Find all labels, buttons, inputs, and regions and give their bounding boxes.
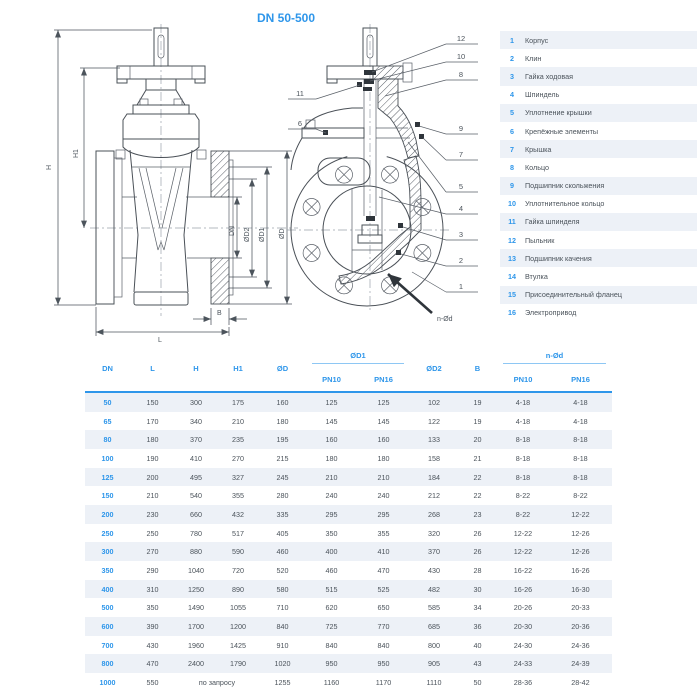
cell-h1: 1790 (230, 659, 246, 669)
cell-od1-pn10: 1160 (323, 677, 340, 687)
cell-h: 1960 (188, 640, 204, 650)
table-row (85, 580, 612, 599)
cell-nod-pn16: 24-36 (571, 640, 590, 650)
cell-dn: 65 (103, 416, 112, 426)
cell-b: 28 (473, 565, 482, 575)
parts-list-item (500, 31, 697, 49)
cell-od2: 102 (428, 397, 440, 407)
col-header-b: B (474, 363, 481, 373)
cell-b: 22 (473, 472, 482, 482)
dim-label-H: H (46, 164, 53, 170)
cell-dn: 50 (103, 397, 112, 407)
part-number: 8 (510, 162, 514, 172)
callout-10: 10 (456, 52, 466, 61)
parts-list-item (500, 140, 697, 158)
cell-nod-pn16: 16-26 (571, 565, 590, 575)
table-row (85, 636, 612, 655)
callout-11: 11 (296, 89, 304, 98)
cell-od1-pn10: 950 (325, 659, 338, 669)
cell-nod-pn16: 12-26 (571, 547, 590, 557)
cell-l: 310 (146, 584, 159, 594)
cell-b: 40 (473, 640, 482, 650)
cell-h: 410 (190, 453, 202, 463)
cell-nod-pn10: 28-36 (513, 677, 533, 687)
cell-od: 195 (276, 435, 289, 445)
dim-label-L: L (158, 337, 162, 344)
cell-h1: 270 (232, 453, 244, 463)
cell-nod-pn10: 16-22 (513, 565, 533, 575)
cell-od1-pn16: 145 (377, 416, 390, 426)
cell-od: 840 (276, 621, 289, 631)
part-number: 14 (508, 272, 516, 282)
parts-list-item (500, 231, 697, 249)
table-row (85, 505, 612, 524)
cell-dn: 100 (101, 453, 114, 463)
cell-nod-pn16: 16-30 (571, 584, 590, 594)
cell-nod-pn10: 8-18 (515, 472, 531, 482)
cell-dn: 300 (101, 547, 114, 557)
cell-nod-pn10: 16-26 (513, 584, 533, 594)
part-number: 10 (508, 199, 516, 209)
parts-list-item (500, 286, 697, 304)
cell-nod-pn16: 8-18 (573, 472, 588, 482)
cell-l: 350 (146, 603, 159, 613)
part-label: Гайка ходовая (525, 71, 573, 81)
cell-h: 340 (190, 416, 202, 426)
cell-h: 780 (190, 528, 202, 538)
part-number: 15 (508, 290, 516, 300)
cell-nod-pn16: 8-18 (573, 435, 588, 445)
cell-b: 21 (473, 453, 482, 463)
cell-h: 495 (190, 472, 202, 482)
table-row (85, 654, 612, 673)
cell-od: 710 (276, 603, 289, 613)
cell-od1-pn16: 160 (377, 435, 390, 445)
cell-l: 210 (146, 491, 159, 501)
cell-od2: 1110 (426, 677, 442, 687)
table-row (85, 430, 612, 449)
cell-b: 22 (473, 491, 482, 501)
cell-od1-pn10: 160 (325, 435, 338, 445)
part-number: 4 (510, 90, 514, 100)
cell-b: 43 (473, 659, 482, 669)
cell-h1: 175 (232, 397, 244, 407)
cell-od1-pn10: 400 (325, 547, 338, 557)
cell-nod-pn16: 8-22 (573, 491, 588, 501)
cell-l: 290 (146, 565, 159, 575)
table-row (85, 673, 612, 692)
cell-od2: 585 (428, 603, 440, 613)
callout-1: 1 (458, 282, 464, 291)
cell-od1-pn10: 350 (325, 528, 338, 538)
cell-h: 2400 (188, 659, 204, 669)
callout-6: 6 (297, 119, 303, 128)
cell-b: 19 (473, 416, 482, 426)
cell-od1-pn10: 620 (325, 603, 338, 613)
cell-od: 180 (276, 416, 289, 426)
dim-label-B: B (217, 310, 222, 317)
cell-h: 300 (190, 397, 202, 407)
cell-od1-pn10: 210 (325, 472, 338, 482)
cell-od2: 482 (428, 584, 440, 594)
cell-od2: 905 (428, 659, 440, 669)
cell-od1-pn16: 1170 (375, 677, 392, 687)
cell-od: 280 (276, 491, 289, 501)
cell-nod-pn16: 24-39 (571, 659, 590, 669)
cell-od1-pn10: 125 (325, 397, 338, 407)
cell-od1-pn10: 725 (325, 621, 338, 631)
cell-l: 200 (146, 472, 159, 482)
cell-nod-pn10: 8-22 (515, 491, 531, 501)
cell-dn: 150 (101, 491, 114, 501)
cell-od1-pn16: 770 (377, 621, 390, 631)
callout-3: 3 (458, 230, 464, 239)
cell-od2: 184 (428, 472, 440, 482)
cell-h1: 327 (232, 472, 244, 482)
cell-l: 170 (146, 416, 159, 426)
cell-h1: 590 (232, 547, 244, 557)
part-label: Гайка шпинделя (525, 217, 580, 227)
cell-h: 370 (190, 435, 202, 445)
cell-nod-pn16: 20-36 (571, 621, 590, 631)
callout-5: 5 (458, 182, 464, 191)
parts-list-item (500, 122, 697, 140)
cell-od: 405 (276, 528, 289, 538)
cell-l: 430 (146, 640, 159, 650)
table-row (85, 468, 612, 487)
cell-l: 270 (146, 547, 159, 557)
parts-list-item (500, 177, 697, 195)
table-row (85, 598, 612, 617)
cell-nod-pn16: 4-18 (573, 397, 588, 407)
part-number: 13 (508, 253, 516, 263)
col-group-od1: ØD1 (312, 349, 404, 364)
cell-nod-pn16: 12-22 (571, 509, 590, 519)
cell-nod-pn10: 8-22 (515, 509, 531, 519)
col-header-od: ØD (276, 363, 289, 373)
cell-b: 19 (473, 397, 482, 407)
cell-b: 20 (473, 435, 482, 445)
cell-h1: 355 (232, 491, 244, 501)
cell-l: 470 (146, 659, 159, 669)
cell-b: 26 (473, 547, 482, 557)
col-header-h1: H1 (233, 363, 243, 373)
cell-dn: 350 (101, 565, 114, 575)
part-number: 9 (510, 181, 514, 191)
drawing-title: DN 50-500 (256, 11, 316, 25)
cell-nod-pn10: 8-18 (515, 453, 531, 463)
cell-h: 660 (190, 509, 202, 519)
callout-9: 9 (458, 124, 464, 133)
cell-h1: 1425 (230, 640, 246, 650)
dim-label-OD2: ØD2 (244, 227, 251, 242)
part-number: 7 (510, 144, 514, 154)
part-label: Корпус (525, 35, 549, 45)
col-header-od2: ØD2 (426, 363, 442, 373)
part-label: Кольцо (525, 162, 549, 172)
cell-od: 1255 (274, 677, 291, 687)
cell-od: 520 (276, 565, 289, 575)
col-group-n-od: n-Ød (503, 349, 606, 364)
cell-h1: 720 (232, 565, 244, 575)
cell-h: 880 (190, 547, 202, 557)
cell-od: 460 (276, 547, 289, 557)
part-number: 12 (508, 235, 516, 245)
cell-h: 1040 (188, 565, 204, 575)
cell-l: 150 (146, 397, 159, 407)
cell-od2: 268 (428, 509, 440, 519)
cell-od1-pn10: 145 (325, 416, 338, 426)
table-row (85, 617, 612, 636)
cell-h1: 517 (232, 528, 244, 538)
cell-dn: 200 (101, 509, 114, 519)
callout-4: 4 (458, 204, 464, 213)
cell-od1-pn16: 180 (377, 453, 390, 463)
part-number: 3 (510, 71, 514, 81)
cell-od2: 158 (428, 453, 440, 463)
col-header-od1-pn10: PN10 (322, 374, 341, 384)
part-label: Электропривод (525, 308, 577, 318)
cell-od1-pn10: 295 (325, 509, 338, 519)
part-label: Подшипник качения (525, 253, 592, 263)
cell-h: по запросу (198, 677, 236, 687)
callout-12: 12 (456, 34, 466, 43)
parts-list-item (500, 104, 697, 122)
cell-l: 190 (146, 453, 159, 463)
part-number: 6 (510, 126, 514, 136)
table-row (85, 542, 612, 561)
parts-list-item (500, 86, 697, 104)
col-header-nod-pn10: PN10 (513, 374, 533, 384)
cell-nod-pn10: 8-18 (515, 435, 531, 445)
dim-label-DN: DN (229, 225, 236, 236)
table-row (85, 412, 612, 431)
cell-b: 30 (473, 584, 482, 594)
parts-list-item (500, 304, 697, 322)
cell-nod-pn10: 20-26 (513, 603, 533, 613)
table-row (85, 449, 612, 468)
parts-list-item (500, 49, 697, 67)
table-row (85, 393, 612, 412)
cell-od: 160 (276, 397, 289, 407)
cell-dn: 500 (101, 603, 114, 613)
cell-dn: 80 (103, 435, 112, 445)
cell-dn: 250 (101, 528, 114, 538)
cell-od1-pn10: 180 (325, 453, 338, 463)
cell-od1-pn10: 460 (325, 565, 338, 575)
parts-list-item (500, 267, 697, 285)
cell-od1-pn16: 355 (377, 528, 390, 538)
cell-nod-pn10: 4-18 (515, 397, 531, 407)
cell-od: 215 (276, 453, 289, 463)
cell-h: 1700 (188, 621, 204, 631)
cell-nod-pn10: 4-18 (515, 416, 531, 426)
valve-elevation-view (46, 24, 298, 344)
cell-od1-pn16: 295 (377, 509, 390, 519)
cell-dn: 700 (101, 640, 114, 650)
part-number: 11 (508, 217, 516, 227)
cell-od1-pn16: 840 (377, 640, 390, 650)
cell-od2: 430 (428, 565, 440, 575)
cell-nod-pn16: 28-42 (571, 677, 590, 687)
cell-h1: 210 (232, 416, 244, 426)
cell-od1-pn10: 515 (325, 584, 338, 594)
parts-list-item (500, 249, 697, 267)
cell-od2: 370 (428, 547, 440, 557)
cell-dn: 600 (101, 621, 114, 631)
parts-list-item (500, 67, 697, 85)
parts-list-item (500, 158, 697, 176)
cell-od1-pn16: 240 (377, 491, 390, 501)
cell-l: 180 (146, 435, 159, 445)
cell-nod-pn16: 12-26 (571, 528, 590, 538)
part-label: Клин (525, 53, 542, 63)
cell-od2: 320 (428, 528, 440, 538)
cell-od1-pn16: 210 (377, 472, 390, 482)
cell-nod-pn10: 24-30 (513, 640, 533, 650)
cell-od1-pn10: 240 (325, 491, 338, 501)
cell-od: 910 (276, 640, 289, 650)
part-label: Втулка (525, 272, 548, 282)
callout-2: 2 (458, 256, 464, 265)
cell-od1-pn16: 950 (377, 659, 390, 669)
cell-b: 23 (473, 509, 482, 519)
part-label: Крепёжные элементы (525, 126, 599, 136)
cell-nod-pn16: 20-33 (571, 603, 590, 613)
cell-dn: 800 (101, 659, 114, 669)
cell-h1: 1200 (230, 621, 246, 631)
table-row (85, 561, 612, 580)
cell-h: 1250 (188, 584, 204, 594)
cell-h: 540 (190, 491, 202, 501)
cell-od1-pn16: 650 (377, 603, 390, 613)
cell-od2: 122 (428, 416, 440, 426)
cell-h: 1490 (188, 603, 204, 613)
cell-od2: 212 (428, 491, 440, 501)
cell-od1-pn16: 125 (377, 397, 390, 407)
cell-h1: 1055 (230, 603, 246, 613)
cell-od: 335 (276, 509, 289, 519)
valve-section-view (287, 24, 478, 323)
cell-nod-pn10: 20-30 (513, 621, 533, 631)
part-number: 5 (510, 108, 514, 118)
dim-label-OD1: ØD1 (259, 227, 266, 242)
cell-dn: 400 (101, 584, 114, 594)
cell-od1-pn16: 410 (377, 547, 390, 557)
table-row (85, 486, 612, 505)
callout-8: 8 (458, 70, 464, 79)
cell-l: 390 (146, 621, 159, 631)
part-label: Уплотнение крышки (525, 108, 592, 118)
cell-od2: 800 (428, 640, 440, 650)
cell-od2: 685 (428, 621, 440, 631)
col-header-h: H (193, 363, 199, 373)
part-number: 1 (510, 35, 514, 45)
table-row (85, 524, 612, 543)
cell-nod-pn10: 12-22 (513, 547, 533, 557)
dimension-table-body (85, 393, 612, 692)
parts-list-item (500, 195, 697, 213)
cell-od1-pn16: 525 (377, 584, 390, 594)
callout-7: 7 (458, 150, 464, 159)
cell-dn: 1000 (99, 677, 116, 687)
dim-label-n-od: n-Ød (437, 316, 453, 323)
part-number: 2 (510, 53, 514, 63)
cell-h1: 890 (232, 584, 244, 594)
part-label: Уплотнительное кольцо (525, 199, 605, 209)
cell-od1-pn10: 840 (325, 640, 338, 650)
part-number: 16 (508, 308, 516, 318)
cell-dn: 125 (101, 472, 114, 482)
cell-od1-pn16: 470 (377, 565, 390, 575)
col-header-od1-pn16: PN16 (374, 374, 393, 384)
parts-list-item (500, 213, 697, 231)
cell-b: 50 (473, 677, 482, 687)
col-header-l: L (150, 363, 155, 373)
col-header-nod-pn16: PN16 (571, 374, 590, 384)
cell-h1: 432 (232, 509, 244, 519)
cell-b: 36 (473, 621, 482, 631)
dimension-table-header (85, 345, 612, 393)
part-label: Крышка (525, 144, 552, 154)
dim-label-OD: ØD (279, 228, 286, 239)
part-label: Присоединительный фланец (525, 290, 622, 300)
cell-od: 580 (276, 584, 289, 594)
cell-od2: 133 (428, 435, 440, 445)
cell-l: 230 (146, 509, 159, 519)
dim-label-H1: H1 (73, 149, 80, 158)
cell-b: 26 (473, 528, 482, 538)
cell-h1: 235 (232, 435, 244, 445)
part-label: Подшипник скольжения (525, 181, 605, 191)
cell-b: 34 (473, 603, 482, 613)
cell-od: 245 (276, 472, 289, 482)
parts-list (500, 31, 697, 322)
part-label: Пыльник (525, 235, 555, 245)
cell-od: 1020 (274, 659, 291, 669)
col-header-dn: DN (102, 363, 113, 373)
cell-nod-pn10: 24-33 (513, 659, 533, 669)
cell-nod-pn16: 8-18 (573, 453, 588, 463)
part-label: Шпиндель (525, 90, 560, 100)
cell-l: 250 (146, 528, 159, 538)
cell-l: 550 (146, 677, 159, 687)
cell-nod-pn10: 12-22 (513, 528, 533, 538)
cell-nod-pn16: 4-18 (573, 416, 588, 426)
